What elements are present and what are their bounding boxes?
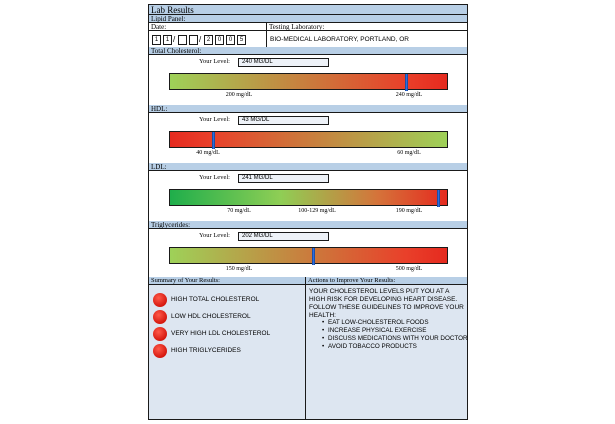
your-level-label: Your Level: bbox=[199, 174, 230, 181]
alert-dot-icon bbox=[153, 310, 167, 324]
summary-panel bbox=[149, 277, 306, 419]
range-bar bbox=[169, 73, 448, 90]
date-box-2[interactable]: 1 bbox=[163, 35, 172, 45]
date-box-3[interactable] bbox=[178, 35, 187, 45]
tick-label: 200 mg/dL bbox=[225, 92, 253, 98]
section-title: Total Cholesterol: bbox=[149, 47, 467, 55]
summary-title: Summary of Your Results: bbox=[149, 277, 305, 285]
level-marker bbox=[405, 74, 408, 91]
your-level-field[interactable]: 43 MG/DL bbox=[238, 116, 329, 125]
summary-item-text: LOW HDL CHOLESTEROL bbox=[171, 313, 251, 320]
tick-label: 70 mg/dL bbox=[227, 208, 251, 214]
your-level-field[interactable]: 240 MG/DL bbox=[238, 58, 329, 67]
action-item: • INCREASE PHYSICAL EXERCISE bbox=[328, 327, 466, 335]
date-box-4[interactable] bbox=[189, 35, 198, 45]
date-box-7[interactable]: 0 bbox=[226, 35, 235, 45]
date-box-8[interactable]: 5 bbox=[237, 35, 246, 45]
alert-dot-icon bbox=[153, 344, 167, 358]
summary-item-text: HIGH TRIGLYCERIDES bbox=[171, 347, 241, 354]
summary-item-text: HIGH TOTAL CHOLESTEROL bbox=[171, 296, 260, 303]
section-hdl bbox=[149, 105, 467, 163]
action-item: • AVOID TOBACCO PRODUCTS bbox=[328, 343, 466, 351]
date-label: Date: bbox=[149, 23, 266, 31]
panel-label: Lipid Panel: bbox=[149, 15, 467, 23]
action-item: • DISCUSS MEDICATIONS WITH YOUR DOCTOR bbox=[328, 335, 466, 343]
date-slash: / bbox=[173, 35, 176, 44]
your-level-field[interactable]: 202 MG/DL bbox=[238, 232, 329, 241]
actions-list bbox=[328, 319, 466, 351]
section-triglycerides bbox=[149, 221, 467, 277]
actions-title: Actions to Improve Your Results: bbox=[306, 277, 467, 285]
level-marker bbox=[312, 248, 315, 265]
level-marker bbox=[437, 190, 440, 207]
actions-intro: YOUR CHOLESTEROL LEVELS PUT YOU AT A HIGH RISK FOR DEVELOPING HEART DISEASE. FOLLOW THESE GUIDELINES TO IMPROVE YOUR HEALTH: bbox=[309, 288, 464, 319]
alert-dot-icon bbox=[153, 327, 167, 341]
date-box-1[interactable]: 1 bbox=[152, 35, 161, 45]
level-marker bbox=[212, 132, 215, 149]
section-title: HDL: bbox=[149, 105, 467, 113]
action-item: • EAT LOW-CHOLESTEROL FOODS bbox=[328, 319, 466, 327]
range-bar bbox=[169, 131, 448, 148]
your-level-label: Your Level: bbox=[199, 116, 230, 123]
range-bar bbox=[169, 189, 448, 206]
section-title: Triglycerides: bbox=[149, 221, 467, 229]
range-bar bbox=[169, 247, 448, 264]
tick-label: 500 mg/dL bbox=[395, 266, 423, 272]
actions-panel bbox=[306, 277, 467, 419]
tick-label: 190 mg/dL bbox=[395, 208, 423, 214]
your-level-field[interactable]: 241 MG/DL bbox=[238, 174, 329, 183]
date-slash: / bbox=[199, 35, 202, 44]
your-level-label: Your Level: bbox=[199, 232, 230, 239]
tick-label: 100-129 mg/dL bbox=[298, 208, 336, 214]
lab-label: Testing Laboratory: bbox=[267, 23, 467, 31]
lab-results-form bbox=[148, 4, 468, 420]
tick-label: 40 mg/dL bbox=[196, 150, 220, 156]
lab-name-field[interactable]: BIO-MEDICAL LABORATORY, PORTLAND, OR bbox=[270, 36, 409, 43]
tick-label: 240 mg/dL bbox=[395, 92, 423, 98]
form-title: Lab Results bbox=[149, 5, 467, 15]
date-box-5[interactable]: 2 bbox=[204, 35, 213, 45]
section-total-cholesterol bbox=[149, 47, 467, 105]
summary-item-text: VERY HIGH LDL CHOLESTEROL bbox=[171, 330, 271, 337]
tick-label: 60 mg/dL bbox=[397, 150, 421, 156]
alert-dot-icon bbox=[153, 293, 167, 307]
date-box-6[interactable]: 0 bbox=[215, 35, 224, 45]
your-level-label: Your Level: bbox=[199, 58, 230, 65]
section-title: LDL: bbox=[149, 163, 467, 171]
tick-label: 150 mg/dL bbox=[225, 266, 253, 272]
section-ldl bbox=[149, 163, 467, 221]
